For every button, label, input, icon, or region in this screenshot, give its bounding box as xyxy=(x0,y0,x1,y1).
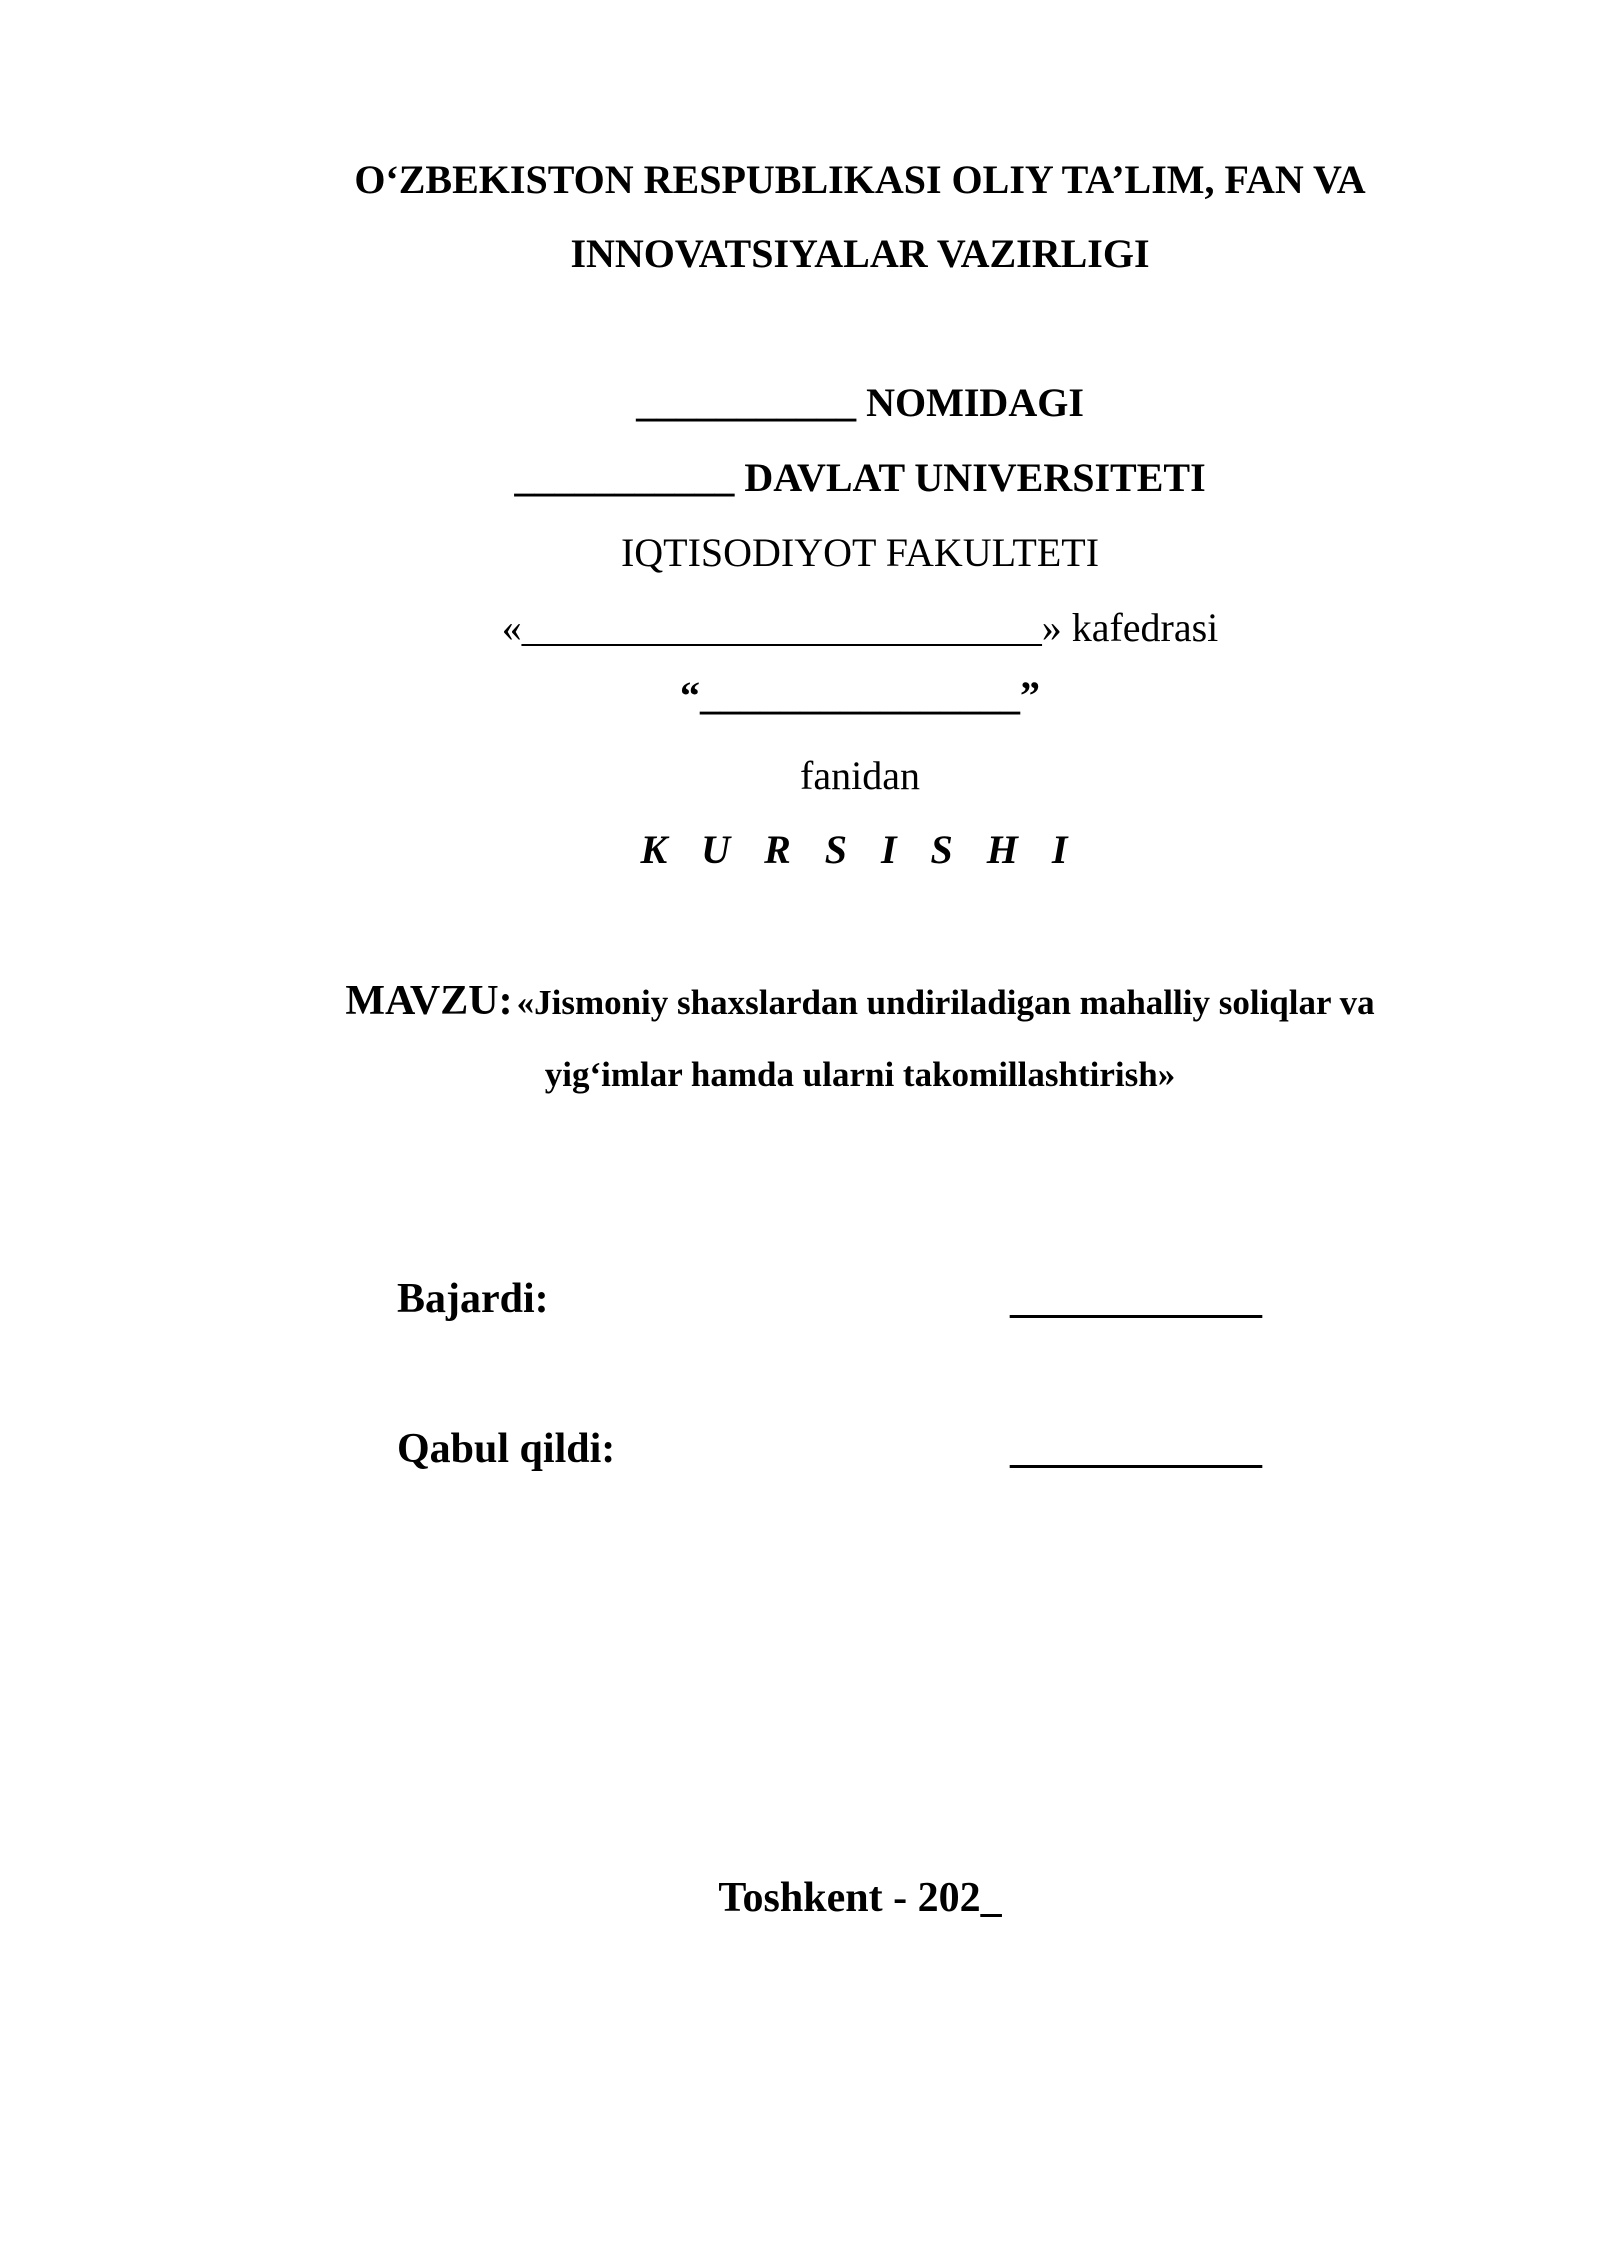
university-name: ___________ DAVLAT UNIVERSITETI xyxy=(514,455,1206,500)
city-year: Toshkent - 202_ xyxy=(718,1875,1002,1921)
work-type-title: K U R S I S H I xyxy=(640,827,1080,872)
topic-line-2 xyxy=(250,1057,1470,1092)
subject-suffix: fanidan xyxy=(800,753,920,798)
ministry-title-line-1: O‘ZBEKISTON RESPUBLIKASI OLIY TA’LIM, FAN VA xyxy=(354,157,1366,202)
ministry-title-line-2: INNOVATSIYALAR VAZIRLIGI xyxy=(570,231,1150,276)
subject-blank: “________________” xyxy=(680,673,1040,718)
accepted-by-label: Qabul qildi: xyxy=(397,1426,616,1472)
topic-text-line-2: yig‘imlar hamda ularni takomillashtirish» xyxy=(544,1055,1176,1094)
performed-by-label: Bajardi: xyxy=(397,1276,549,1322)
topic-line-1 xyxy=(250,980,1470,1022)
faculty-name: IQTISODIYOT FAKULTETI xyxy=(620,530,1100,575)
accepted-by-blank: ____________ xyxy=(1010,1426,1262,1472)
department-name: «__________________________» kafedrasi xyxy=(501,605,1219,650)
performed-by-blank: ____________ xyxy=(1010,1276,1262,1322)
university-named-after: ___________ NOMIDAGI xyxy=(636,380,1084,425)
topic-label: MAVZU: xyxy=(345,978,513,1024)
topic-text-line-1: «Jismoniy shaxslardan undiriladigan mahalliy soliqlar va xyxy=(516,983,1375,1022)
